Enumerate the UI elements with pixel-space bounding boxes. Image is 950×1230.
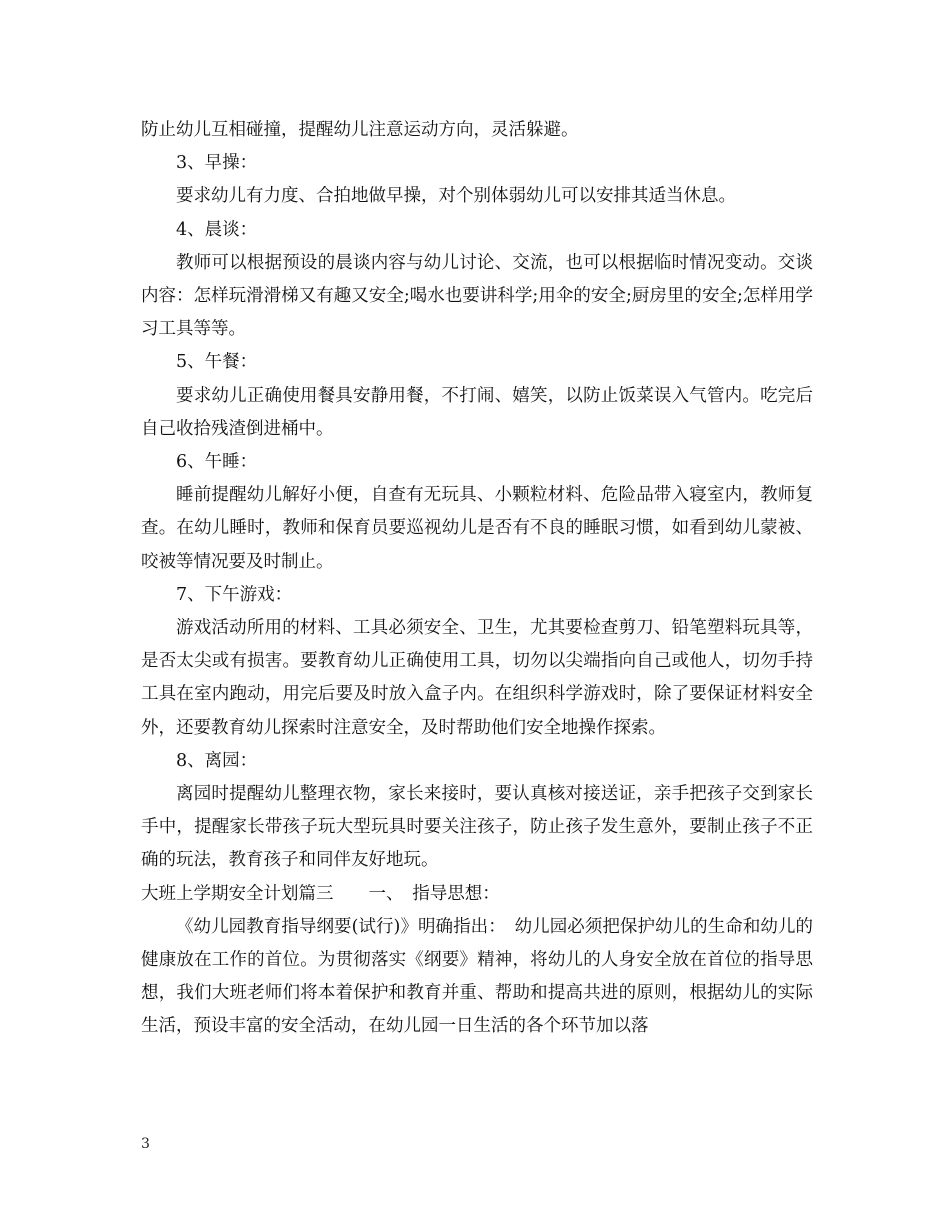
paragraph-lunch: 要求幼儿正确使用餐具安静用餐，不打闹、嬉笑，以防止饭菜误入气管内。吃完后自己收拾残渣倒进桶中。: [141, 385, 813, 439]
paragraph-morning-talk: 教师可以根据预设的晨谈内容与幼儿讨论、交流，也可以根据临时情况变动。交谈内容：怎样玩滑滑梯又有趣又安全;喝水也要讲科学;用伞的安全;厨房里的安全;怎样用学习工具等等。: [141, 252, 813, 340]
paragraph-afternoon-games: 游戏活动所用的材料、工具必须安全、卫生，尤其要检查剪刀、铅笔塑料玩具等，是否太尖或有损害。要教育幼儿正确使用工具，切勿以尖端指向自己或他人，切勿手持工具在室内跑动，用完后要及时放入盒子内。在组织科学游戏时，除了要保证材料安全外，还要教育幼儿探索时注意安全，及时帮助他们安全地操作探索。: [141, 618, 813, 738]
paragraph-leaving: 离园时提醒幼儿整理衣物，家长来接时，要认真核对接送证，亲手把孩子交到家长手中，提醒家长带孩子玩大型玩具时要关注孩子，防止孩子发生意外，要制止孩子不正确的玩法，教育孩子和同伴友好地玩。: [141, 784, 813, 871]
heading-nap: 6、午睡：: [176, 452, 258, 473]
paragraph-guiding-thought: 《幼儿园教育指导纲要(试行)》明确指出： 幼儿园必须把保护幼儿的生命和幼儿的健康放在工作的首位。为贯彻落实《纲要》精神，将幼儿的人身安全放在首位的指导思想，我们大班老师们将本着保护和教育并重、帮助和提高共进的原则，根据幼儿的实际生活，预设丰富的安全活动，在幼儿园一日生活的各个环节加以落: [141, 916, 813, 1037]
paragraph-nap: 睡前提醒幼儿解好小便，自查有无玩具、小颗粒材料、危险品带入寝室内，教师复查。在幼儿睡时，教师和保育员要巡视幼儿是否有不良的睡眠习惯，如看到幼儿蒙被、咬被等情况要及时制止。: [141, 485, 813, 572]
section-title: 大班上学期安全计划篇三 一、 指导思想：: [141, 883, 500, 904]
paragraph-morning-exercise: 要求幼儿有力度、合拍地做早操，对个别体弱幼儿可以安排其适当休息。: [176, 186, 736, 207]
heading-morning-talk: 4、晨谈：: [176, 219, 258, 240]
paragraph-continuation: 防止幼儿互相碰撞，提醒幼儿注意运动方向，灵活躲避。: [141, 120, 579, 140]
heading-afternoon-games: 7、下午游戏：: [176, 584, 293, 605]
heading-morning-exercise: 3、早操：: [176, 153, 258, 174]
document-body: [141, 114, 813, 1044]
page-number: 3: [141, 1136, 150, 1152]
heading-lunch: 5、午餐：: [176, 352, 258, 373]
heading-leaving: 8、离园：: [176, 750, 258, 771]
